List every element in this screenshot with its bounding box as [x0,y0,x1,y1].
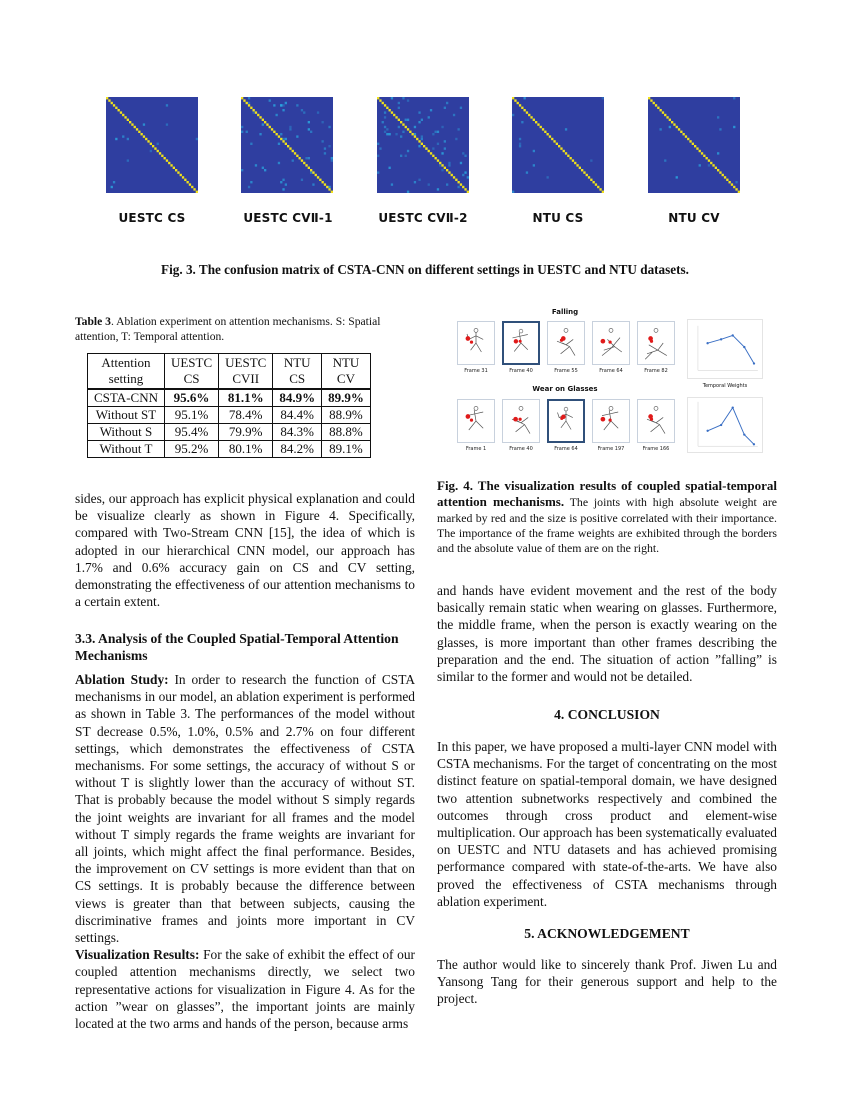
paragraph-continued: and hands have evident movement and the rest of the body basically remain static when wearing on glasses. Furthermore, the middle frame, when the person is exactly wearing on the glasses, is more important than other frames describing the preparation and the end. The situation of action ”falling” is similar to the former and would not be detailed. [437,583,777,685]
table-cell: Without ST [88,407,165,424]
table-header-cell: UESTC CVII [219,354,273,390]
table-cell: 84.2% [273,441,322,458]
table-cell: Without S [88,424,165,441]
table-row [88,407,371,424]
figure-4-caption [437,478,777,556]
table-cell: 84.9% [273,389,322,407]
table-header-row [88,354,371,390]
confusion-matrix-uestc-cs [106,97,198,193]
temporal-weights-label: Temporal Weights [702,383,748,389]
table-cell: CSTA-CNN [88,389,165,407]
skeleton-frame [502,321,540,365]
frame-label: Frame 64 [599,368,623,374]
table-cell: 88.8% [322,424,371,441]
frame-label: Frame 40 [509,368,533,374]
table-cell: Without T [88,441,165,458]
figure-4 [455,305,765,455]
skeleton-frame [502,399,540,443]
table-header-cell: UESTC CS [164,354,218,390]
table-header-cell: Attention setting [88,354,165,390]
section-heading-3-3: 3.3. Analysis of the Coupled Spatial-Temporal Attention Mechanisms [75,631,399,663]
figure-3-caption-text: . The confusion matrix of CSTA-CNN on different settings in UESTC and NTU datasets. [192,262,689,277]
frame-label: Frame 31 [464,368,488,374]
figure-3 [100,97,750,237]
skeleton-frame [637,321,675,365]
table-cell: 95.6% [164,389,218,407]
skeleton-frame [592,399,630,443]
table-3-caption-label: Table 3 [75,315,111,328]
matrix-label-ntu-cs: NTU CS [532,211,584,225]
table-row [88,389,371,407]
table-header-cell: NTU CS [273,354,322,390]
fig4-title-wear-glasses: Wear on Glasses [532,385,598,393]
section-heading-acknowledgement: 5. ACKNOWLEDGEMENT [524,926,690,941]
table-3-caption-text: . Ablation experiment on attention mechanisms. S: Spatial attention, T: Temporal attention. [75,315,381,343]
matrix-label-uestc-cs: UESTC CS [118,211,186,225]
skeleton-frame [457,399,495,443]
frame-label: Frame 40 [509,446,533,452]
figure-4-caption-bold: . The visualization results of coupled spatial-temporal attention mechanisms. [437,478,777,510]
ablation-lead: Ablation Study: [75,672,169,687]
temporal-weights-line-bottom [688,398,762,452]
frame-label: Frame 166 [642,446,670,452]
figure-4-caption-text: The joints with high absolute weight are marked by red and the size is positive correlated with their importance. The importance of the frame weights are exhibited through the borders and the absolute value of them are on the right. [437,495,778,556]
figure-3-caption [70,262,780,278]
visualization-text: For the sake of exhibit the effect of our coupled attention mechanisms directly, we select two representative actions for visualization in Figure 4. As for the action ”wear on glasses”, the important joints are mainly located at the two arms and hands of the person, because arms [75,947,415,1032]
frame-label: Frame 64 [554,446,578,452]
skeleton-frame [592,321,630,365]
table-cell: 95.1% [164,407,218,424]
paragraph-acknowledgement: The author would like to sincerely thank Prof. Jiwen Lu and Yansong Tang for their generous support and help to the project. [437,957,777,1007]
section-heading-conclusion: 4. CONCLUSION [554,707,660,722]
table-row [88,424,371,441]
ablation-table [87,353,371,458]
frame-label: Frame 82 [644,368,668,374]
table-cell: 89.9% [322,389,371,407]
paragraph-ablation [75,671,415,1032]
table-cell: 95.2% [164,441,218,458]
frame-label: Frame 1 [465,446,487,452]
frame-label: Frame 197 [597,446,625,452]
matrix-label-uestc-cv2-2: UESTC CVⅡ-2 [378,211,468,225]
paragraph-conclusion: In this paper, we have proposed a multi-layer CNN model with CSTA mechanisms. For the target of concentrating on the most distinct feature on spatial-temporal domain, we have designed two attention subnetworks respectively and combined the outcomes through cross product and element-wise multiplication. Our approach has been systematically evaluated on UESTC and NTU datasets and has achieved promising performance compared with state-of-the-arts. We have also proved the effectiveness of CSTA mechanisms through ablation experiment. [437,739,777,909]
temporal-weights-plot-bottom [687,397,763,453]
table-cell: 79.9% [219,424,273,441]
table-cell: 89.1% [322,441,371,458]
table-cell: 78.4% [219,407,273,424]
matrix-label-uestc-cv2-1: UESTC CVⅡ-1 [243,211,333,225]
table-cell: 95.4% [164,424,218,441]
table-3-caption [75,315,415,344]
table-cell: 88.9% [322,407,371,424]
skeleton-frame [547,399,585,443]
fig4-title-falling: Falling [551,308,579,316]
frame-label: Frame 55 [554,368,578,374]
table-cell: 81.1% [219,389,273,407]
table-cell: 80.1% [219,441,273,458]
matrix-label-ntu-cv: NTU CV [668,211,720,225]
skeleton-frame [637,399,675,443]
table-header-cell: NTU CV [322,354,371,390]
confusion-matrix-uestc-cv2-2 [377,97,469,193]
paragraph-intro: sides, our approach has explicit physical explanation and could be visualize clearly as shown in Figure 4. Specifically, compared with Two-Stream CNN [15], the idea of which is adopted in our hierarchical CNN model, our approach has 1.7% and 0.6% accuracy gain on CS and CV setting, demonstrating the effectiveness of our attention mechanisms to a certain extent. [75,491,415,610]
temporal-weights-plot-top [687,319,763,379]
figure-3-caption-label: Fig. 3 [161,262,193,277]
confusion-matrix-ntu-cs [512,97,604,193]
confusion-matrix-uestc-cv2-1 [241,97,333,193]
visualization-lead: Visualization Results: [75,947,200,963]
temporal-weights-line-top [688,320,762,378]
table-row [88,441,371,458]
figure-4-caption-label: Fig. 4 [437,478,470,493]
ablation-text: In order to research the function of CSTA mechanisms in our model, an ablation experiment is performed as shown in Table 3. The performances of the model without ST decrease 0.5%, 1.0%, 0.5% and 2.7% on four different settings, which demonstrates the effectiveness of CSTA mechanisms. For some settings, the accuracy of without S or without T is slightly lower than the accuracy of without ST. That is probably because the model without S simply regards the joint weights are invariant for all frames and the model without T simply regards the frame weights are invariant for all joints, which might affect the final performance. Besides, the improvement on CV settings is more evident than that on CS settings. It is probably because the difference between views is greater than that between subjects, causing the discriminative frames and joints more important in CV settings. [75,672,415,946]
skeleton-frame [547,321,585,365]
confusion-matrix-ntu-cv [648,97,740,193]
table-cell: 84.3% [273,424,322,441]
table-cell: 84.4% [273,407,322,424]
skeleton-frame [457,321,495,365]
